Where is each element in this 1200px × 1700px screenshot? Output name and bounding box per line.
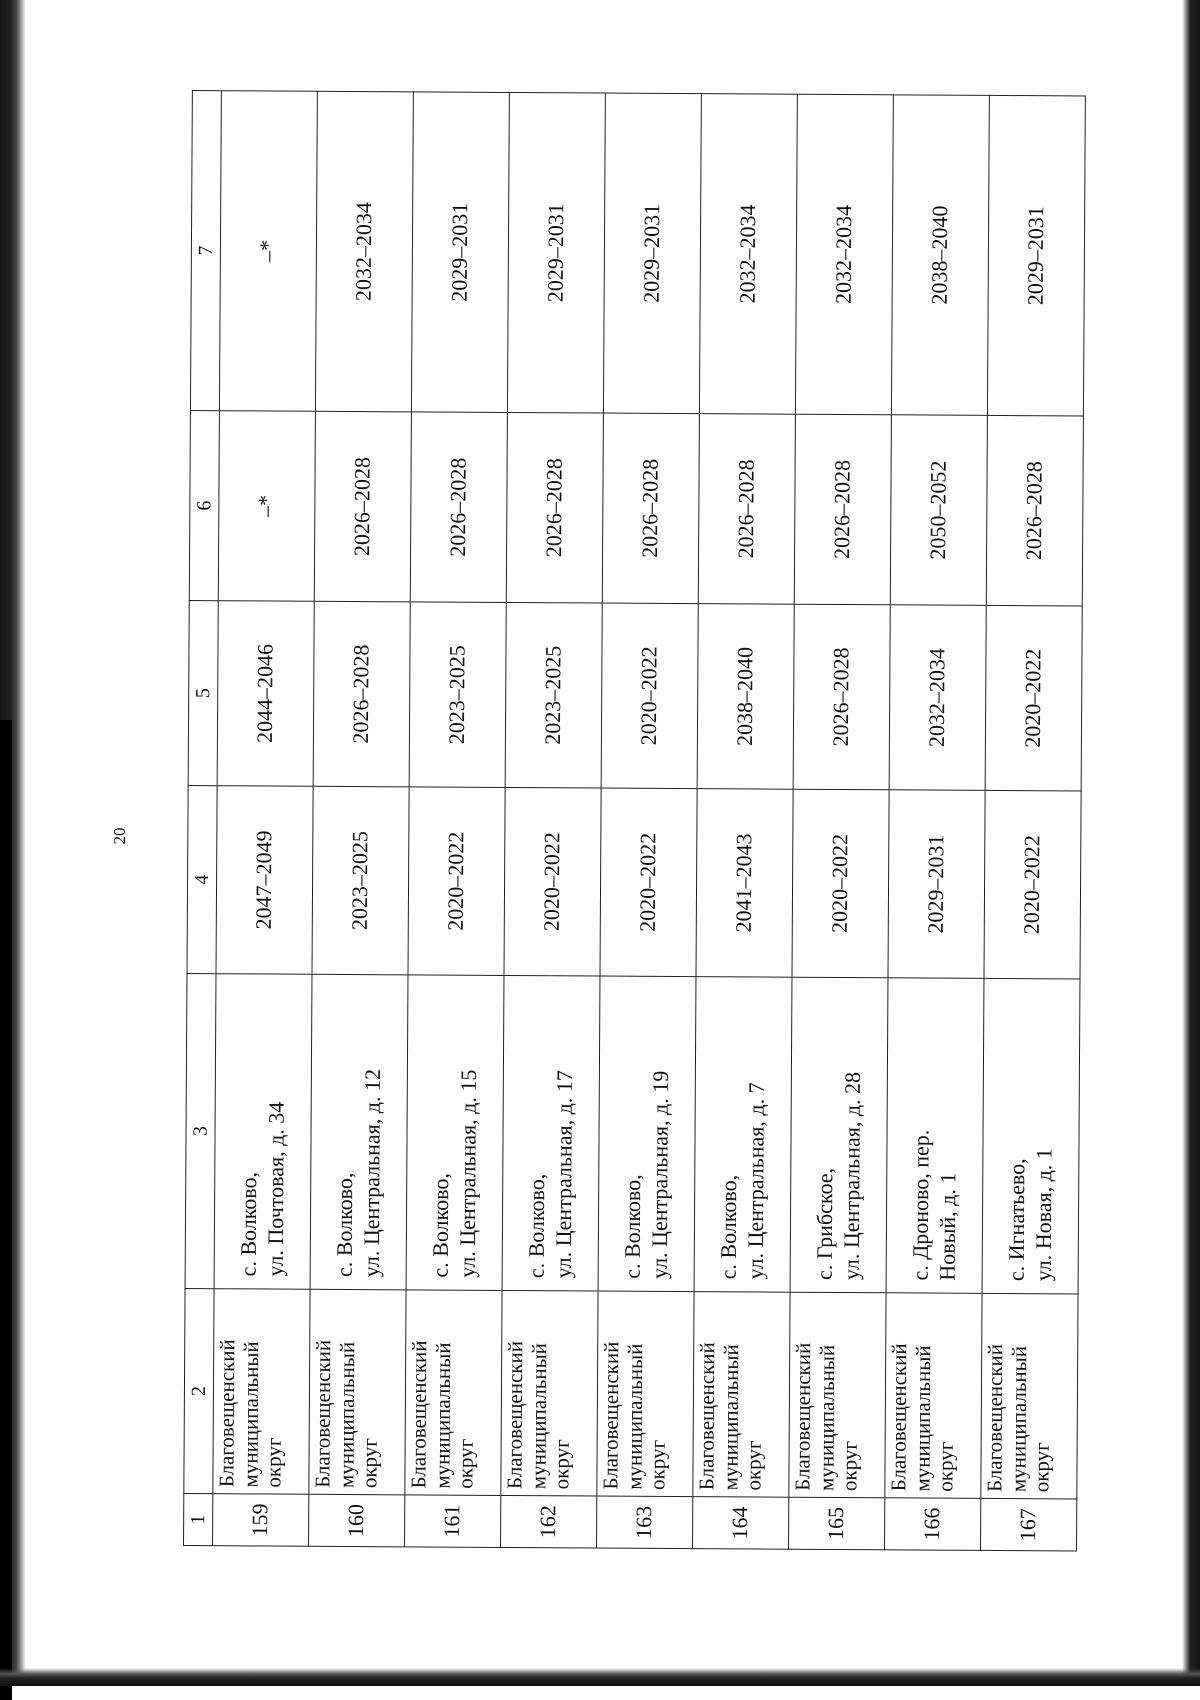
district-line: Благовещенский [790, 1342, 816, 1491]
period-cell: 2026–2028 [314, 411, 411, 602]
address-line: ул. Почтовая, д. 34 [262, 1101, 289, 1277]
schedule-table [183, 90, 1086, 1551]
header-cell: 5 [188, 601, 218, 786]
period-cell: 2026–2028 [506, 412, 603, 603]
address-line: с. Грибское, [811, 1167, 838, 1280]
address-line: с. Волково, [715, 1174, 742, 1280]
table-row [788, 94, 893, 1550]
district-line: Благовещенский [214, 1339, 240, 1488]
period-cell: 2050–2052 [890, 415, 987, 606]
address-cell [790, 977, 888, 1293]
address-cell [214, 974, 312, 1290]
period-cell: 2020–2022 [985, 605, 1082, 791]
row-number-cell: 161 [404, 1495, 500, 1548]
address-cell [598, 976, 696, 1292]
district-line: округ [645, 1439, 670, 1490]
district-line: муниципальный [717, 1344, 743, 1491]
table-row [884, 95, 989, 1551]
address-line: с. Волково, [523, 1173, 550, 1279]
period-cell: 2029–2031 [888, 790, 985, 979]
period-cell: 2029–2031 [507, 92, 605, 413]
district-line: округ [549, 1439, 574, 1490]
period-cell: 2032–2034 [315, 91, 413, 412]
district-cell [405, 1290, 502, 1496]
period-cell: 2029–2031 [987, 95, 1085, 416]
address-cell [502, 975, 600, 1291]
district-line: округ [1029, 1442, 1054, 1493]
period-cell: 2032–2034 [889, 605, 986, 791]
address-cell [694, 977, 792, 1293]
district-cell [501, 1290, 598, 1496]
period-cell: –* [219, 91, 317, 412]
district-line: муниципальный [813, 1344, 839, 1491]
district-line: Благовещенский [502, 1340, 528, 1490]
period-cell: 2032–2034 [795, 94, 893, 415]
row-number-cell: 160 [309, 1494, 405, 1547]
district-line: муниципальный [621, 1343, 647, 1490]
header-cell: 4 [187, 786, 217, 974]
row-number-cell: 159 [213, 1494, 309, 1547]
address-line: ул. Центральная, д. 15 [454, 1069, 481, 1278]
period-cell: 2047–2049 [216, 786, 313, 975]
period-cell: 2023–2025 [505, 602, 602, 788]
district-line: Благовещенский [406, 1340, 432, 1489]
schedule-table-wrapper [183, 91, 1056, 1551]
district-cell [213, 1289, 310, 1495]
row-number-cell: 163 [596, 1496, 692, 1549]
period-cell: 2026–2028 [794, 414, 891, 605]
period-cell: 2032–2034 [699, 94, 797, 415]
district-line: муниципальный [429, 1342, 455, 1489]
address-line: с. Дроново, пер. [907, 1129, 934, 1281]
header-cell: 2 [184, 1289, 214, 1494]
period-cell: 2026–2028 [313, 601, 410, 787]
period-cell: 2044–2046 [217, 601, 314, 787]
address-cell [982, 978, 1080, 1294]
table-row [980, 95, 1085, 1551]
header-cell: 7 [190, 91, 221, 411]
district-line: муниципальный [237, 1341, 263, 1488]
district-cell [597, 1291, 694, 1497]
address-line: с. Волково, [427, 1173, 454, 1278]
period-cell: 2020–2022 [601, 603, 698, 789]
address-cell [310, 974, 408, 1290]
address-line: Новый, д. 1 [934, 1172, 960, 1281]
table-row [309, 91, 414, 1547]
district-line: Благовещенский [886, 1343, 912, 1492]
district-line: муниципальный [525, 1342, 551, 1490]
address-line: ул. Центральная, д. 12 [358, 1068, 385, 1278]
table-row [213, 91, 318, 1547]
row-number-cell: 162 [500, 1495, 596, 1548]
period-cell: 2026–2028 [410, 412, 507, 603]
header-cell: 6 [189, 411, 219, 601]
district-line: Благовещенский [982, 1343, 1008, 1493]
address-line: с. Волково, [331, 1172, 358, 1278]
table-row [404, 92, 509, 1548]
district-line: округ [741, 1440, 766, 1491]
district-line: округ [837, 1440, 862, 1492]
district-line: округ [357, 1438, 382, 1489]
table-row [500, 92, 605, 1548]
row-number-cell: 166 [884, 1498, 980, 1551]
district-line: округ [261, 1437, 286, 1488]
district-cell [789, 1292, 886, 1498]
address-line: с. Волково, [235, 1171, 262, 1277]
district-line: муниципальный [333, 1341, 359, 1489]
district-cell [885, 1293, 982, 1499]
district-line: округ [453, 1438, 478, 1489]
period-cell: 2038–2040 [891, 95, 989, 416]
address-cell [406, 975, 504, 1291]
district-line: муниципальный [1005, 1345, 1031, 1493]
district-cell [693, 1292, 790, 1498]
page-number: 20 [110, 827, 129, 845]
table-row [692, 94, 797, 1550]
period-cell: 2026–2028 [698, 414, 795, 605]
address-line: ул. Центральная, д. 28 [838, 1071, 865, 1281]
period-cell: –* [218, 411, 315, 602]
address-line: ул. Центральная, д. 19 [646, 1070, 673, 1279]
period-cell: 2029–2031 [411, 92, 509, 413]
period-cell: 2020–2022 [504, 787, 601, 976]
period-cell: 2023–2025 [409, 602, 506, 788]
district-line: Благовещенский [310, 1339, 336, 1488]
district-line: Благовещенский [598, 1341, 624, 1490]
header-cell: 3 [185, 974, 216, 1289]
address-cell [886, 978, 984, 1294]
row-number-cell: 167 [980, 1498, 1076, 1551]
address-line: с. Игнатьево, [1003, 1158, 1030, 1282]
address-line: ул. Новая, д. 1 [1030, 1148, 1056, 1282]
period-cell: 2023–2025 [312, 786, 409, 975]
district-cell [981, 1293, 1078, 1499]
table-row [596, 93, 701, 1549]
district-line: округ [933, 1441, 958, 1492]
period-cell: 2026–2028 [793, 604, 890, 790]
address-line: ул. Центральная, д. 7 [742, 1082, 769, 1280]
period-cell: 2020–2022 [600, 788, 697, 977]
district-line: муниципальный [909, 1345, 935, 1492]
period-cell: 2038–2040 [697, 604, 794, 790]
period-cell: 2020–2022 [984, 790, 1081, 979]
period-cell: 2029–2031 [603, 93, 701, 414]
header-cell: 1 [184, 1494, 213, 1546]
table-body [184, 91, 1086, 1551]
address-line: ул. Центральная, д. 17 [550, 1070, 577, 1279]
period-cell: 2041–2043 [696, 789, 793, 978]
row-number-cell: 165 [788, 1497, 884, 1550]
address-line: с. Волково, [619, 1174, 646, 1279]
period-cell: 2020–2022 [792, 789, 889, 978]
period-cell: 2020–2022 [408, 787, 505, 976]
row-number-cell: 164 [692, 1497, 788, 1550]
period-cell: 2026–2028 [986, 415, 1083, 606]
district-line: Благовещенский [694, 1342, 720, 1491]
period-cell: 2026–2028 [602, 413, 699, 604]
district-cell [309, 1289, 406, 1495]
